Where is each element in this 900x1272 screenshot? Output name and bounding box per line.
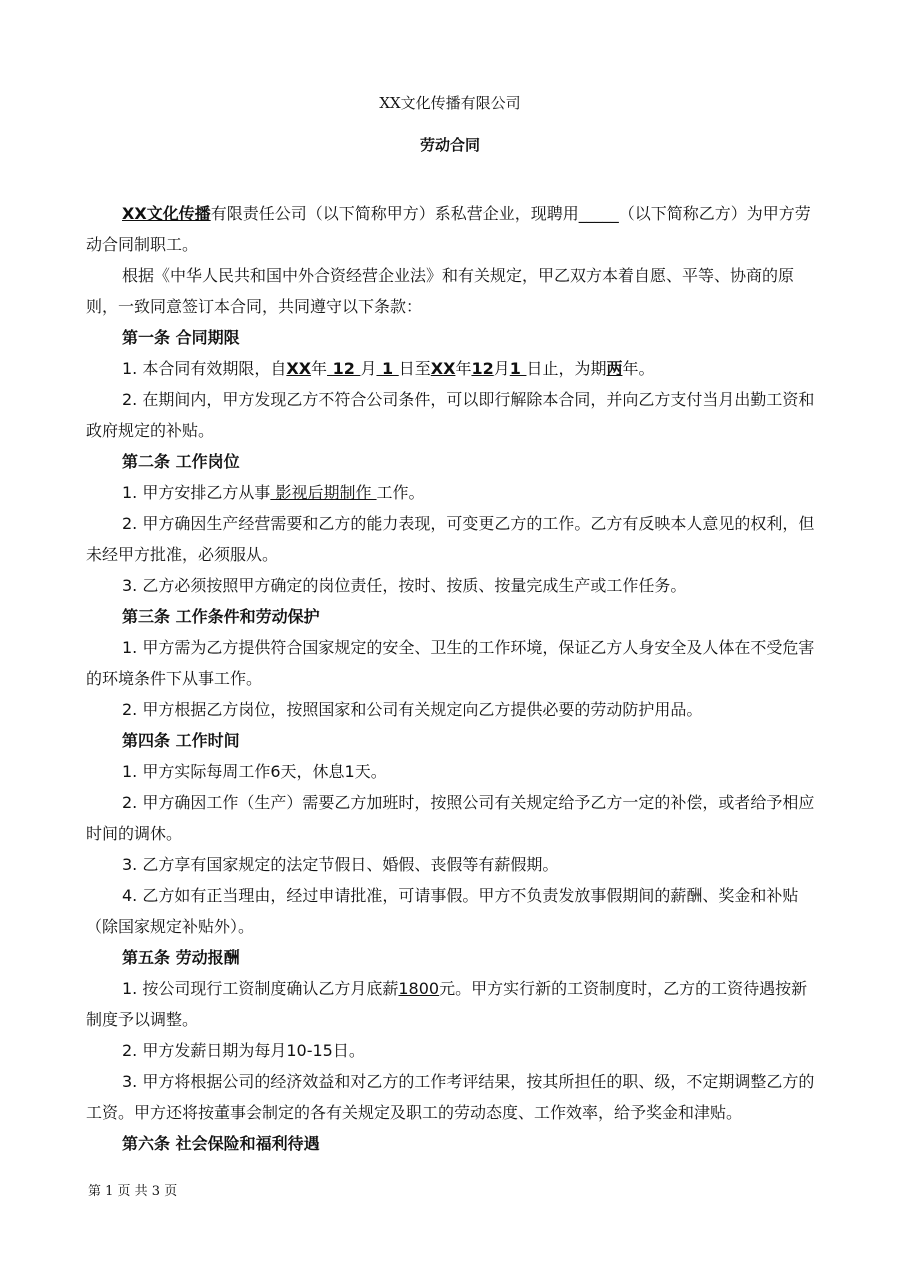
- article-2-item-2: 2. 甲方确因生产经营需要和乙方的能力表现，可变更乙方的工作。乙方有反映本人意见的权利，但未经甲方批准，必须服从。: [86, 514, 815, 564]
- start-day: 1: [376, 359, 399, 378]
- company-name: XX文化传播: [122, 204, 211, 223]
- article-2-item-3: 3. 乙方必须按照甲方确定的岗位责任，按时、按质、按量完成生产或工作任务。: [122, 576, 687, 595]
- article-4-item-3: 3. 乙方享有国家规定的法定节假日、婚假、丧假等有薪假期。: [122, 855, 559, 874]
- article-3-item-1: 1. 甲方需为乙方提供符合国家规定的安全、卫生的工作环境，保证乙方人身安全及人体在不受危害的环境条件下从事工作。: [86, 638, 815, 688]
- article-6-heading: 第六条 社会保险和福利待遇: [122, 1134, 320, 1153]
- article-5-item-2: 2. 甲方发薪日期为每月10-15日。: [122, 1041, 365, 1060]
- end-year: XX: [430, 359, 456, 378]
- article-1-item-1: 1. 本合同有效期限，自XX年 12 月 1 日至XX年12月1 日止，为期两年。: [122, 359, 655, 378]
- document-title: 劳动合同: [419, 136, 480, 154]
- company-title: XX文化传播有限公司: [379, 94, 521, 112]
- employee-name-blank: _____: [578, 204, 619, 223]
- article-3-heading: 第三条 工作条件和劳动保护: [122, 607, 320, 626]
- end-day: 1: [509, 359, 527, 378]
- article-4-item-2: 2. 甲方确因工作（生产）需要乙方加班时，按照公司有关规定给予乙方一定的补偿，或者给予相应时间的调休。: [86, 793, 815, 843]
- article-5-item-3: 3. 甲方将根据公司的经济效益和对乙方的工作考评结果，按其所担任的职、级，不定期调整乙方的工资。甲方还将按董事会制定的各有关规定及职工的劳动态度、工作效率，给予奖金和津贴。: [86, 1072, 815, 1122]
- contract-term: 两: [606, 359, 623, 378]
- article-5-item-1: 1. 按公司现行工资制度确认乙方月底薪1800元。甲方实行新的工资制度时，乙方的工资待遇按新制度予以调整。: [86, 979, 808, 1029]
- job-title: 影视后期制作: [270, 483, 377, 502]
- intro-paragraph: XX文化传播有限责任公司（以下简称甲方）系私营企业，现聘用_____（以下简称乙方）为甲方劳动合同制职工。: [86, 204, 811, 254]
- basis-paragraph: 根据《中华人民共和国中外合资经营企业法》和有关规定，甲乙双方本着自愿、平等、协商的原则，一致同意签订本合同，共同遵守以下条款：: [86, 266, 795, 316]
- article-1-item-2: 2. 在期间内，甲方发现乙方不符合公司条件，可以即行解除本合同，并向乙方支付当月出勤工资和政府规定的补贴。: [86, 390, 815, 440]
- contract-body: [86, 198, 818, 1159]
- end-month: 12: [471, 359, 494, 378]
- article-4-item-4: 4. 乙方如有正当理由，经过申请批准，可请事假。甲方不负责发放事假期间的薪酬、奖金和补贴（除国家规定补贴外）。: [86, 886, 799, 936]
- article-2-item-1: 1. 甲方安排乙方从事 影视后期制作 工作。: [122, 483, 425, 502]
- start-month: 12: [327, 359, 361, 378]
- article-4-heading: 第四条 工作时间: [122, 731, 240, 750]
- article-2-heading: 第二条 工作岗位: [122, 452, 240, 471]
- start-year: XX: [286, 359, 312, 378]
- page-footer: 第 1 页 共 3 页: [88, 1184, 178, 1199]
- article-3-item-2: 2. 甲方根据乙方岗位，按照国家和公司有关规定向乙方提供必要的劳动防护用品。: [122, 700, 703, 719]
- article-4-item-1: 1. 甲方实际每周工作6天，休息1天。: [122, 762, 387, 781]
- article-1-heading: 第一条 合同期限: [122, 328, 240, 347]
- article-5-heading: 第五条 劳动报酬: [122, 948, 240, 967]
- base-salary: 1800: [398, 979, 440, 998]
